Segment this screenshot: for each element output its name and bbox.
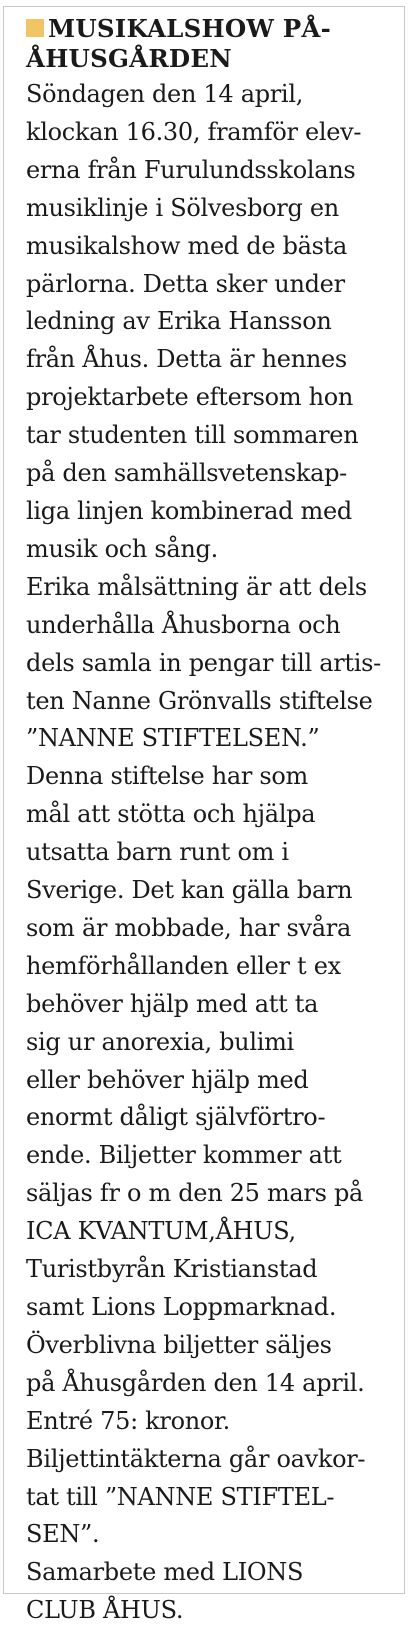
body-line: ten Nanne Grönvalls stiftelse	[26, 686, 373, 715]
body-line: liga linjen kombinerad med	[26, 496, 352, 525]
article-headline	[26, 14, 398, 74]
body-line: som är mobbade, har svåra	[26, 913, 351, 942]
headline-line: ÅHUSGÅRDEN	[26, 44, 232, 73]
body-line: tat till ”NANNE STIFTEL-	[26, 1482, 335, 1511]
body-line: tar studenten till sommaren	[26, 421, 359, 450]
body-line: behöver hjälp med att ta	[26, 989, 319, 1018]
body-line: Söndagen den 14 april,	[26, 80, 304, 108]
body-line: klockan 16.30, framför elev-	[26, 117, 362, 146]
body-line: projektarbete eftersom hon	[26, 383, 354, 412]
body-line: ledning av Erika Hansson	[26, 307, 332, 336]
body-line: Entré 75: kronor.	[26, 1406, 230, 1435]
body-line: underhålla Åhusborna och	[26, 610, 341, 639]
body-line: Denna stiftelse har som	[26, 762, 308, 791]
body-line: dels samla in pengar till artis-	[26, 648, 381, 677]
body-line: samt Lions Loppmarknad.	[26, 1293, 337, 1321]
body-line: sig ur anorexia, bulimi	[26, 1027, 294, 1056]
body-line: på den samhällsvetenskap-	[26, 459, 347, 488]
body-line: pärlorna. Detta sker under	[26, 269, 345, 298]
body-line: på Åhusgården den 14 april.	[26, 1368, 365, 1397]
body-line: Erika målsättning är att dels	[26, 572, 367, 601]
body-line: musik och sång.	[26, 534, 218, 563]
body-line: från Åhus. Detta är hennes	[26, 345, 347, 374]
body-line: Sverige. Det kan gälla barn	[26, 876, 353, 905]
body-line: mål att stötta och hjälpa	[26, 800, 316, 829]
body-line: Överblivna biljetter säljes	[26, 1330, 332, 1359]
headline-text: MUSIKALSHOW PÅ-	[48, 14, 332, 43]
body-line: musikalshow med de bästa	[26, 231, 348, 260]
body-line: utsatta barn runt om i	[26, 838, 289, 867]
body-line: enormt dåligt självförtro-	[26, 1103, 326, 1132]
headline-line	[26, 14, 398, 44]
body-line: Samarbete med LIONS	[26, 1558, 304, 1587]
body-line: SEN”.	[26, 1520, 100, 1549]
article	[26, 14, 398, 1630]
body-line: säljas fr o m den 25 mars på	[26, 1179, 364, 1208]
body-line: eller behöver hjälp med	[26, 1065, 309, 1094]
body-line: ende. Biljetter kommer att	[26, 1141, 342, 1170]
article-body	[26, 76, 398, 1630]
body-line: ICA KVANTUM,ÅHUS,	[26, 1217, 296, 1246]
body-line: hemförhållanden eller t ex	[26, 951, 341, 980]
body-line: erna från Furulundsskolans	[26, 155, 356, 184]
body-line: CLUB ÅHUS.	[26, 1596, 184, 1625]
body-line: Turistbyrån Kristianstad	[26, 1255, 318, 1284]
square-bullet-icon	[26, 19, 44, 37]
body-line: ”NANNE STIFTELSEN.”	[26, 724, 320, 753]
body-line: musiklinje i Sölvesborg en	[26, 193, 339, 222]
body-line: Biljettintäkterna går oavkor-	[26, 1444, 366, 1473]
